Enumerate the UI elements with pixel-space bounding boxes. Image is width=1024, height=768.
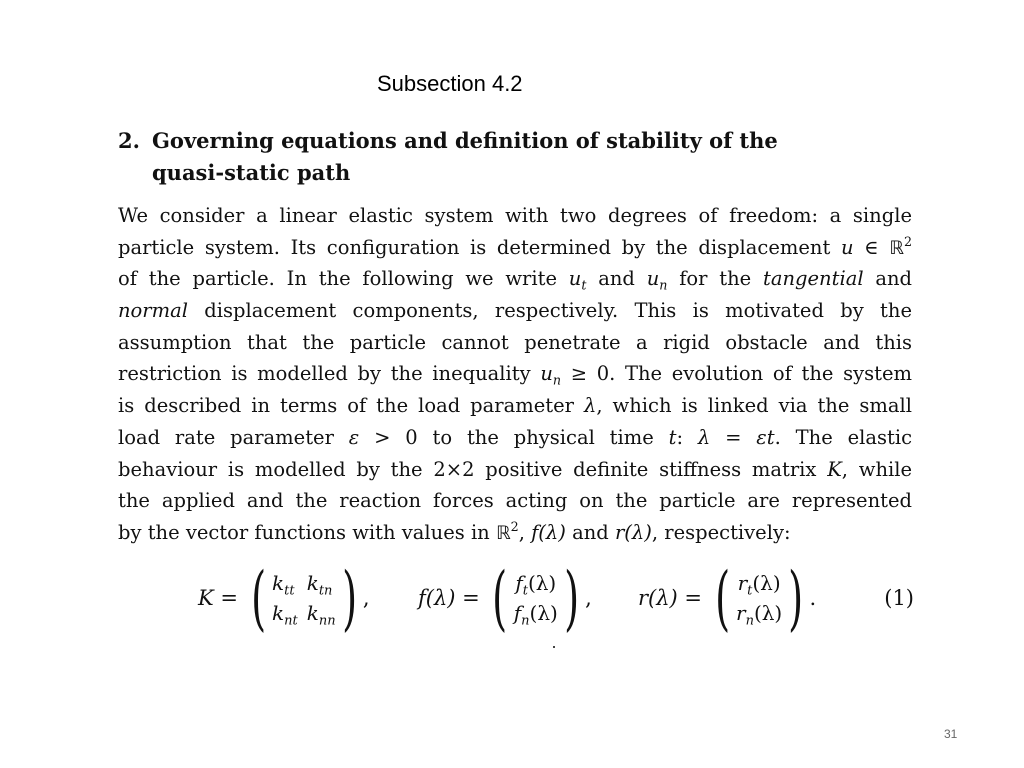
text-line-2: particle system. Its configuration is determined by the displacement u ∈ ℝ$^2$ xyxy=(118,233,912,259)
equation-1 xyxy=(198,557,914,639)
text-line-9: behaviour is modelled by the 2×2 positive definite stiffness matrix K, while xyxy=(118,457,913,481)
text-line-3: of the particle. In the following we write $u_t$ and $u_n$ for the tangential and xyxy=(118,267,913,293)
text-line-11: by the vector functions with values in ℝ$^2$, f(λ) and r(λ), respectively: xyxy=(118,518,791,544)
heading-line-1: Governing equations and definition of stability of the xyxy=(152,128,778,153)
applied-force-vector: $f_t(\lambda)$ $f_n(\lambda)$ xyxy=(513,571,558,629)
body-paragraph xyxy=(118,200,912,549)
section-heading xyxy=(118,125,918,189)
text-line-10: the applied and the reaction forces acting on the particle are represented xyxy=(118,489,912,513)
stiffness-matrix-definition: K = ( $k_{tt}$ $k_{tn}$ $k_{nt}$ $k_{nn}$ ) , xyxy=(198,557,370,639)
stiffness-matrix: $k_{tt}$ $k_{tn}$ $k_{nt}$ $k_{nn}$ xyxy=(271,571,336,629)
text-line-1: We consider a linear elastic system with two degrees of freedom: a single xyxy=(118,204,912,227)
slide-title: Subsection 4.2 xyxy=(377,71,523,96)
applied-force-definition: f(λ) = ( $f_t(\lambda)$ $f_n(\lambda)$ ) , xyxy=(418,557,592,639)
text-line-4: normal displacement components, respectively. This is motivated by the xyxy=(118,299,912,323)
stray-dot xyxy=(553,646,555,648)
text-line-8: load rate parameter ε > 0 to the physical time t: λ = εt. The elastic xyxy=(118,425,913,449)
heading-line-2: quasi-static path xyxy=(152,160,351,185)
text-line-5: assumption that the particle cannot penetrate a rigid obstacle and this xyxy=(118,330,912,354)
equation-number: (1) xyxy=(884,586,914,610)
reaction-force-vector: $r_t(\lambda)$ $r_n(\lambda)$ xyxy=(736,571,783,629)
section-number: 2. xyxy=(118,128,140,153)
text-line-7: is described in terms of the load parameter λ, which is linked via the small xyxy=(118,394,912,418)
page-number: 31 xyxy=(944,727,958,741)
text-line-6: restriction is modelled by the inequality $u_n \ge 0$. The evolution of the system xyxy=(118,362,912,388)
reaction-force-definition: r(λ) = ( $r_t(\lambda)$ $r_n(\lambda)$ ) . xyxy=(638,557,817,639)
